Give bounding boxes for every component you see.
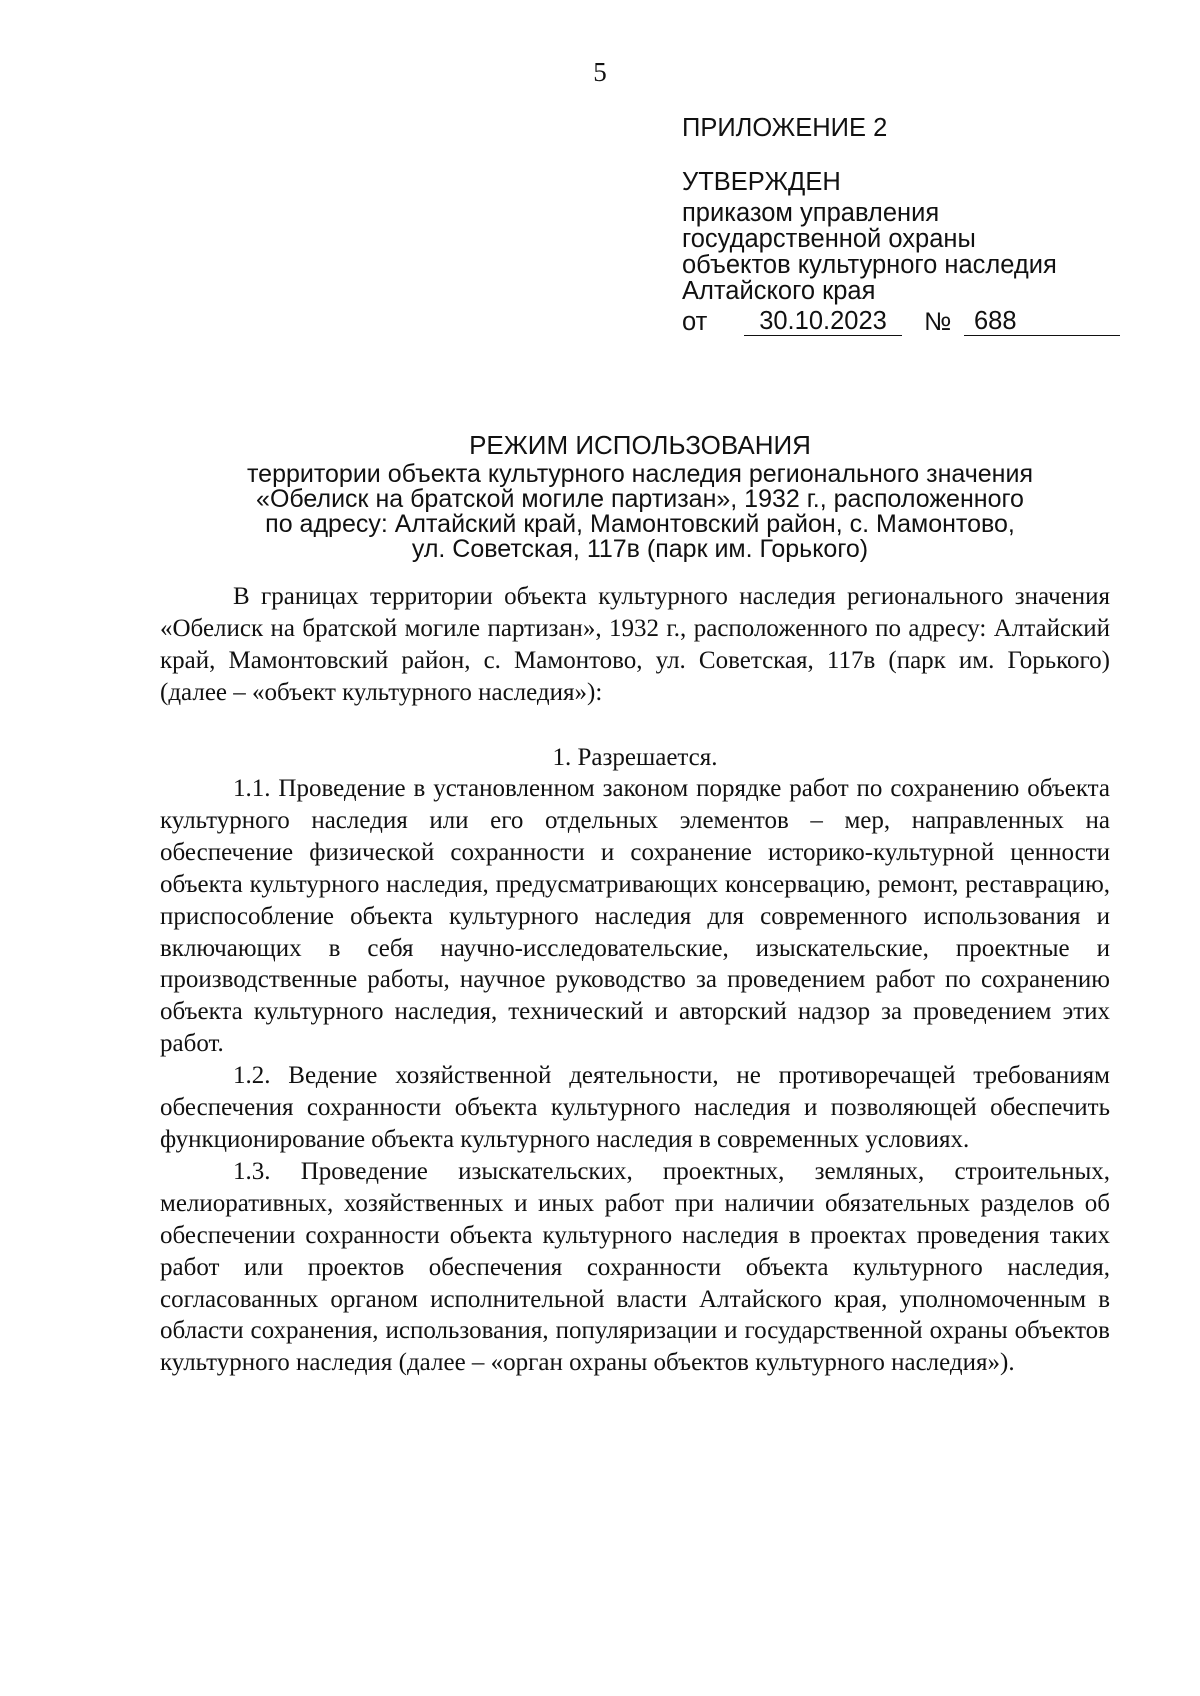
- title-subtitle-line: территории объекта культурного наследия регионального значения: [247, 460, 1033, 488]
- order-number: 688: [964, 307, 1120, 336]
- clause-1-2: [160, 1060, 1110, 1156]
- intro-paragraph: В границах территории объекта культурного наследия регионального значения «Обелиск на братской могиле партизан», 1932 г., расположенного по адресу: Алтайский край, Мамонтовский район, с. Мамонтово, ул. Советская, 117в (парк им. Горького) (далее – «объект культурного наследия»):: [160, 583, 1110, 706]
- clause-1-1: [160, 773, 1110, 1060]
- from-label: от: [682, 308, 708, 336]
- clause-number: 1.1.: [233, 775, 271, 802]
- page-number: 5: [593, 57, 607, 87]
- clause-text: Проведение в установленном законом порядке работ по сохранению объекта культурного наследия или его отдельных элементов – мер, направленных на обеспечение физической сохранности и сохранение историко-культурной ценности объекта культурного наследия, предусматривающих консервацию, ремонт, реставрацию, приспособление объекта культурного наследия для современного использования и включающих в себя научно-исследовательские, изыскательские, проектные и производственные работы, научное руководство за проведением работ по сохранению объекта культурного наследия, технический и авторский надзор за проведением этих работ.: [160, 775, 1110, 1058]
- document-title-block: [160, 428, 1120, 562]
- approved-label: УТВЕРЖДЕН: [682, 168, 841, 196]
- clause-text: Ведение хозяйственной деятельности, не противоречащей требованиям обеспечения сохранности объекта культурного наследия и позволяющей обеспечить функционирование объекта культурного наследия в современных условиях.: [160, 1062, 1110, 1153]
- order-reference: [682, 308, 1122, 344]
- clause-number: 1.2.: [233, 1062, 271, 1090]
- approval-basis-line: объектов культурного наследия: [682, 251, 1057, 279]
- approval-basis-line: Алтайского края: [682, 277, 876, 305]
- appendix-label: ПРИЛОЖЕНИЕ 2: [682, 114, 888, 142]
- clause-number: 1.3.: [233, 1157, 271, 1185]
- section-heading: 1. Разрешается.: [552, 744, 718, 771]
- section-permitted: [160, 741, 1110, 1379]
- intro-section: [160, 581, 1110, 709]
- approval-stamp-block: [682, 108, 1122, 344]
- order-date: 30.10.2023: [744, 307, 902, 336]
- title-subtitle-line: ул. Советская, 117в (парк им. Горького): [411, 535, 869, 563]
- title-subtitle-line: «Обелиск на братской могиле партизан», 1932 г., расположенного: [256, 485, 1024, 513]
- approval-basis-line: приказом управления: [682, 199, 940, 227]
- document-title: РЕЖИМ ИСПОЛЬЗОВАНИЯ: [469, 430, 811, 460]
- title-subtitle-line: по адресу: Алтайский край, Мамонтовский район, с. Мамонтово,: [265, 510, 1015, 538]
- clause-text: Проведение изыскательских, проектных, земляных, строительных, мелиоративных, хозяйственных и иных работ при наличии обязательных разделов об обеспечении сохранности объекта культурного наследия в проектах проведения таких работ или проектов обеспечения сохранности объекта культурного наследия, согласованных органом исполнительной власти Алтайского края, уполномоченным в области сохранения, использования, популяризации и государственной охраны объектов культурного наследия (далее – «орган охраны объектов культурного наследия»).: [160, 1157, 1111, 1377]
- approval-basis-line: государственной охраны: [682, 225, 976, 253]
- number-sign: №: [924, 308, 952, 336]
- clause-1-3: [160, 1156, 1110, 1379]
